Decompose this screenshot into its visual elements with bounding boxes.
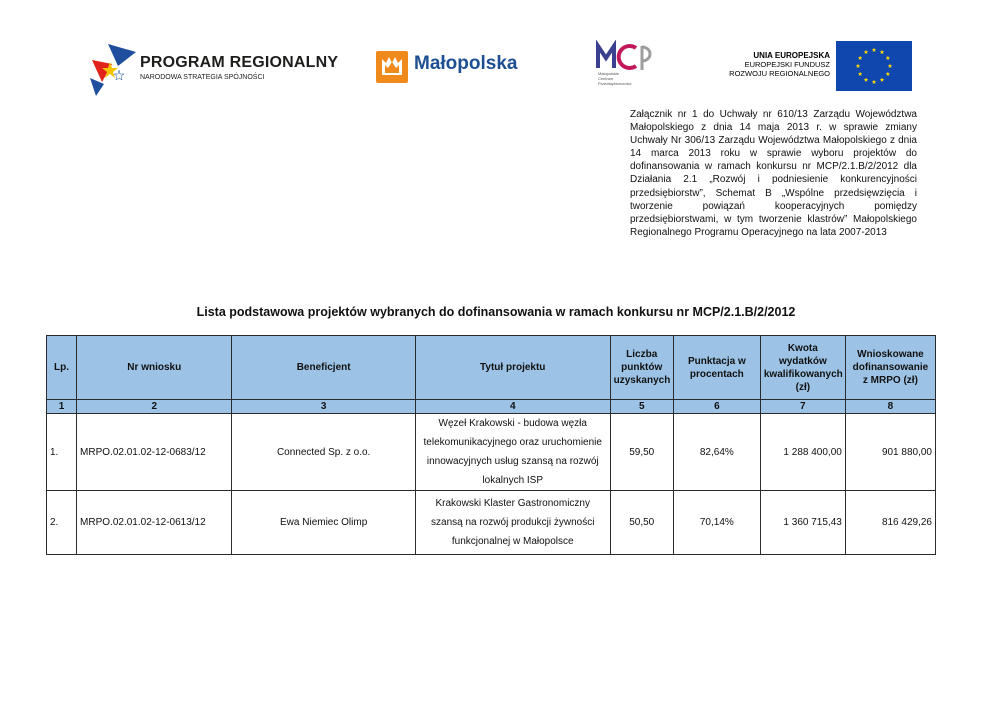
malopolska-crest-icon bbox=[376, 51, 408, 83]
column-number: 5 bbox=[610, 400, 673, 414]
table-column-numbers-row bbox=[47, 400, 936, 414]
cell-kwota-wydatkow: 1 288 400,00 bbox=[760, 414, 845, 491]
program-regionalny-emblem-icon bbox=[88, 38, 140, 98]
cell-nr-wniosku: MRPO.02.01.02-12-0683/12 bbox=[77, 414, 232, 491]
malopolska-name: Małopolska bbox=[414, 53, 518, 74]
program-regionalny-logo bbox=[88, 38, 339, 98]
cell-lp: 1. bbox=[47, 414, 77, 491]
cell-beneficjent: Connected Sp. z o.o. bbox=[232, 414, 415, 491]
column-number: 2 bbox=[77, 400, 232, 414]
header-beneficjent: Beneficjent bbox=[232, 336, 415, 400]
attachment-note: Załącznik nr 1 do Uchwały nr 610/13 Zarządu Województwa Małopolskiego z dnia 14 maja 2013 r. w sprawie zmiany Uchwały Nr 306/13 Zarządu Województwa Małopolskiego z dnia 14 marca 2013 roku w sprawie wyboru projektów do dofinansowania w ramach konkursu nr MCP/2.1.B/2/2012 dla Działania 2.1 „Rozwój i podniesienie konkurencyjności przedsiębiorstw”, Schemat B „Wspólne przedsięwzięcia i tworzenie powiązań kooperacyjnych pomiędzy przedsiębiorstwami, w tym tworzenie klastrów” Małopolskiego Regionalnego Programu Operacyjnego na lata 2007-2013 bbox=[630, 109, 917, 238]
cell-tytul-projektu: Węzeł Krakowski - budowa węzła telekomunikacyjnego oraz uruchomienie innowacyjnych usług szansą na rozwój lokalnych ISP bbox=[415, 414, 610, 491]
document-title: Lista podstawowa projektów wybranych do dofinansowania w ramach konkursu nr MCP/2.1.B/2/2012 bbox=[196, 305, 796, 319]
cell-liczba-punktow: 59,50 bbox=[610, 414, 673, 491]
eu-label-line3: ROZWOJU REGIONALNEGO bbox=[729, 69, 830, 78]
cell-nr-wniosku: MRPO.02.01.02-12-0613/12 bbox=[77, 491, 232, 555]
eu-flag-icon bbox=[836, 41, 912, 91]
cell-kwota-wydatkow: 1 360 715,43 bbox=[760, 491, 845, 555]
cell-lp: 2. bbox=[47, 491, 77, 555]
eu-label bbox=[716, 51, 830, 78]
cell-wnioskowane-dofinansowanie: 816 429,26 bbox=[845, 491, 935, 555]
header-punktacja: Punktacja w procentach bbox=[673, 336, 760, 400]
header-lp: Lp. bbox=[47, 336, 77, 400]
cell-tytul-projektu: Krakowski Klaster Gastronomiczny szansą na rozwój produkcji żywności funkcjonalnej w Małopolsce bbox=[415, 491, 610, 555]
header-liczba-punktow: Liczba punktów uzyskanych bbox=[610, 336, 673, 400]
mcp-mark-icon bbox=[596, 40, 676, 72]
column-number: 8 bbox=[845, 400, 935, 414]
column-number: 7 bbox=[760, 400, 845, 414]
column-number: 3 bbox=[232, 400, 415, 414]
table-row bbox=[47, 491, 936, 555]
column-number: 1 bbox=[47, 400, 77, 414]
mcp-logo bbox=[596, 40, 676, 90]
column-number: 4 bbox=[415, 400, 610, 414]
malopolska-logo bbox=[376, 50, 540, 84]
header-wnioskowane-dofinansowanie: Wnioskowane dofinansowanie z MRPO (zł) bbox=[845, 336, 935, 400]
table-header-row bbox=[47, 336, 936, 400]
projects-table bbox=[46, 335, 936, 555]
cell-wnioskowane-dofinansowanie: 901 880,00 bbox=[845, 414, 935, 491]
eu-label-line2: EUROPEJSKI FUNDUSZ bbox=[744, 60, 830, 69]
cell-beneficjent: Ewa Niemiec Olimp bbox=[232, 491, 415, 555]
cell-punktacja: 82,64% bbox=[673, 414, 760, 491]
column-number: 6 bbox=[673, 400, 760, 414]
eu-label-line1: UNIA EUROPEJSKA bbox=[753, 51, 830, 60]
header-tytul-projektu: Tytuł projektu bbox=[415, 336, 610, 400]
mcp-caption: Małopolskie Centrum Przedsiębiorczości bbox=[598, 71, 632, 86]
program-regionalny-subtitle: NARODOWA STRATEGIA SPÓJNOŚCI bbox=[140, 74, 265, 81]
program-regionalny-title: PROGRAM REGIONALNY bbox=[140, 54, 339, 71]
header-kwota-wydatkow: Kwota wydatków kwalifikowanych (zł) bbox=[760, 336, 845, 400]
header-nr-wniosku: Nr wniosku bbox=[77, 336, 232, 400]
cell-punktacja: 70,14% bbox=[673, 491, 760, 555]
cell-liczba-punktow: 50,50 bbox=[610, 491, 673, 555]
table-row bbox=[47, 414, 936, 491]
